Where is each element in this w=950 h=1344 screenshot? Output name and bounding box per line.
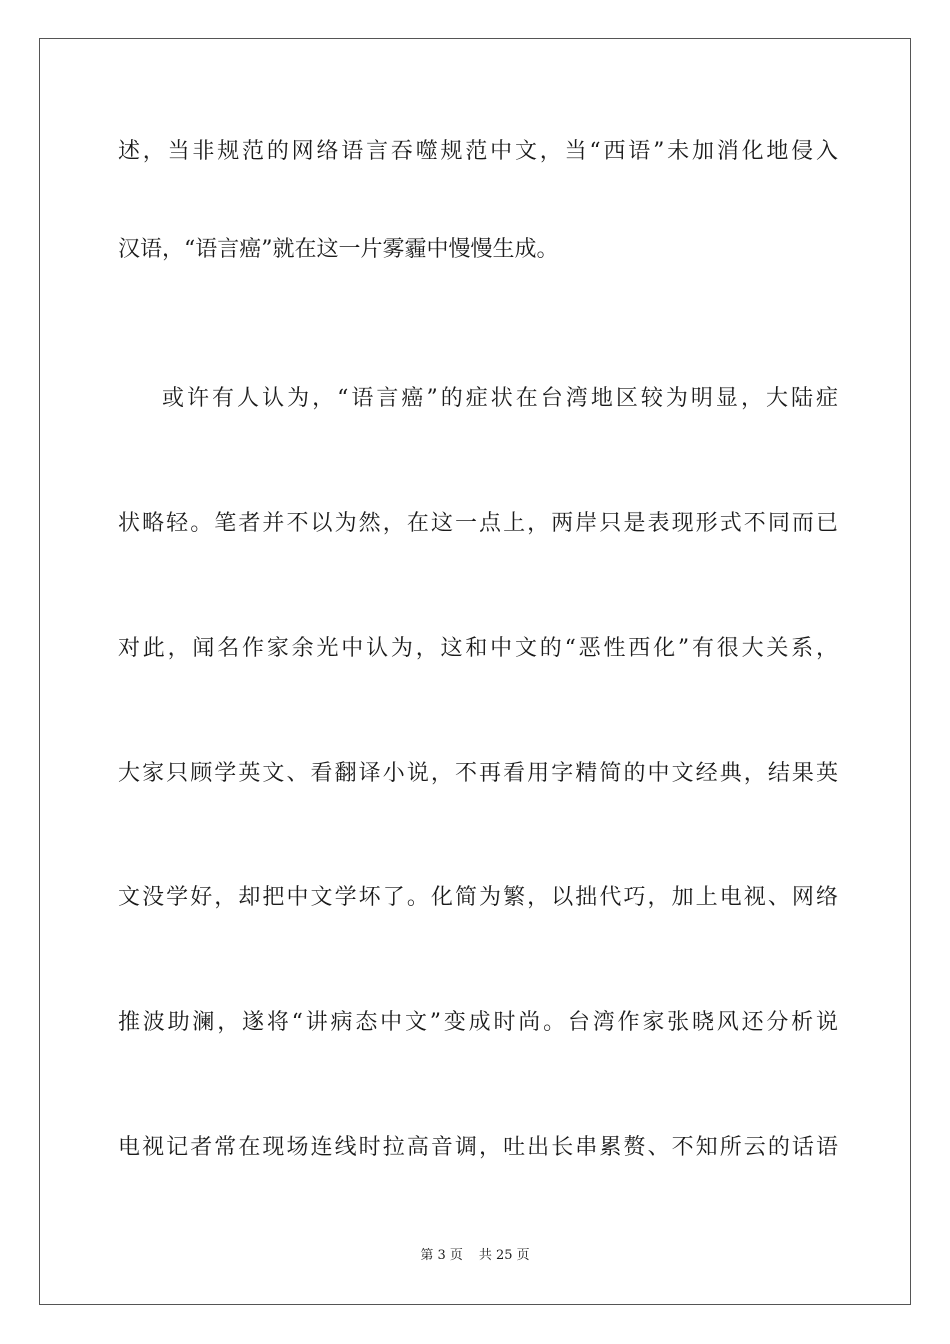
page-total: 共 25 页 bbox=[478, 1248, 530, 1263]
text-line-9: 电视记者常在现场连线时拉高音调，吐出长串累赘、不知所云的话语 bbox=[118, 1135, 838, 1160]
page-footer bbox=[0, 1248, 950, 1264]
text-line-3: 或许有人认为，“语言癌”的症状在台湾地区较为明显，大陆症 bbox=[162, 386, 838, 411]
text-line-7: 文没学好，却把中文学坏了。化简为繁，以拙代巧，加上电视、网络 bbox=[118, 885, 838, 910]
text-line-4: 状略轻。笔者并不以为然，在这一点上，两岸只是表现形式不同而已 bbox=[118, 511, 838, 536]
page-border bbox=[39, 38, 911, 1305]
text-line-1: 述，当非规范的网络语言吞噬规范中文，当“西语”未加消化地侵入 bbox=[118, 139, 838, 164]
text-line-6: 大家只顾学英文、看翻译小说，不再看用字精简的中文经典，结果英 bbox=[118, 761, 838, 786]
page-number: 第 3 页 bbox=[420, 1248, 463, 1263]
text-line-5: 对此，闻名作家余光中认为，这和中文的“恶性西化”有很大关系， bbox=[118, 636, 838, 661]
text-line-8: 推波助澜，遂将“讲病态中文”变成时尚。台湾作家张晓风还分析说 bbox=[118, 1010, 838, 1035]
text-line-2: 汉语，“语言癌”就在这一片雾霾中慢慢生成。 bbox=[118, 237, 559, 262]
